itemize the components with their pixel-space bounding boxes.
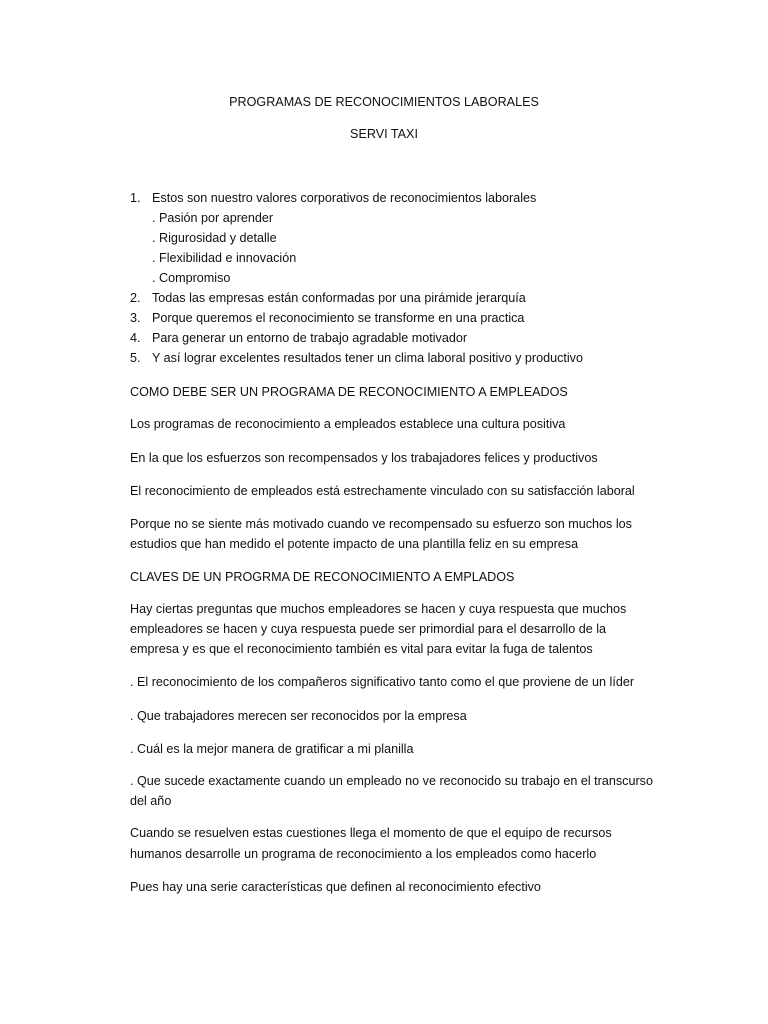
list-subitem: . Compromiso (152, 271, 231, 285)
list-text: Porque queremos el reconocimiento se transforme en una practica (152, 311, 525, 325)
list-number: 2. (130, 291, 141, 305)
paragraph-line: Porque no se siente más motivado cuando ve recompensado su esfuerzo son muchos los (130, 517, 632, 531)
section-heading: CLAVES DE UN PROGRMA DE RECONOCIMIENTO A EMPLADOS (130, 570, 515, 584)
paragraph: En la que los esfuerzos son recompensados y los trabajadores felices y productivos (130, 451, 598, 465)
list-number: 3. (130, 311, 141, 325)
list-number: 4. (130, 331, 141, 345)
paragraph-line: humanos desarrolle un programa de reconocimiento a los empleados como hacerlo (130, 847, 597, 861)
numbered-list (130, 188, 728, 368)
question-item: . Cuál es la mejor manera de gratificar a mi planilla (130, 742, 414, 756)
document-subtitle: SERVI TAXI (350, 127, 418, 141)
list-text: Y así lograr excelentes resultados tener un clima laboral positivo y productivo (152, 351, 583, 365)
paragraph-line: Hay ciertas preguntas que muchos empleadores se hacen y cuya respuesta que muchos (130, 602, 627, 616)
list-subitem: . Flexibilidad e innovación (152, 251, 297, 265)
list-text: Para generar un entorno de trabajo agradable motivador (152, 331, 468, 345)
list-subitem: . Pasión por aprender (152, 211, 274, 225)
list-number: 1. (130, 191, 141, 205)
list-number: 5. (130, 351, 141, 365)
question-item: . Que trabajadores merecen ser reconocidos por la empresa (130, 709, 467, 723)
question-line: del año (130, 794, 172, 808)
list-item (130, 288, 728, 308)
paragraph: Los programas de reconocimiento a empleados establece una cultura positiva (130, 417, 566, 431)
paragraph-line: empresa y es que el reconocimiento también es vital para evitar la fuga de talentos (130, 642, 593, 656)
section-heading: COMO DEBE SER UN PROGRAMA DE RECONOCIMIENTO A EMPLEADOS (130, 385, 568, 399)
paragraph: Pues hay una serie características que definen al reconocimiento efectivo (130, 880, 541, 894)
list-item (130, 308, 728, 328)
paragraph-line: estudios que han medido el potente impacto de una plantilla feliz en su empresa (130, 537, 579, 551)
question-line: . Que sucede exactamente cuando un empleado no ve reconocido su trabajo en el transcurso (130, 774, 653, 788)
list-text: Estos son nuestro valores corporativos de reconocimientos laborales (152, 191, 537, 205)
paragraph-line: Cuando se resuelven estas cuestiones llega el momento de que el equipo de recursos (130, 826, 612, 840)
list-item (130, 328, 728, 348)
paragraph: El reconocimiento de empleados está estrechamente vinculado con su satisfacción laboral (130, 484, 635, 498)
paragraph-line: empleadores se hacen y cuya respuesta puede ser primordial para el desarrollo de la (130, 622, 607, 636)
question-item: . El reconocimiento de los compañeros significativo tanto como el que proviene de un líder (130, 675, 635, 689)
list-item (130, 188, 728, 208)
list-subitem: . Rigurosidad y detalle (152, 231, 277, 245)
document-title: PROGRAMAS DE RECONOCIMIENTOS LABORALES (229, 95, 539, 109)
list-text: Todas las empresas están conformadas por una pirámide jerarquía (152, 291, 526, 305)
list-item (130, 348, 728, 368)
